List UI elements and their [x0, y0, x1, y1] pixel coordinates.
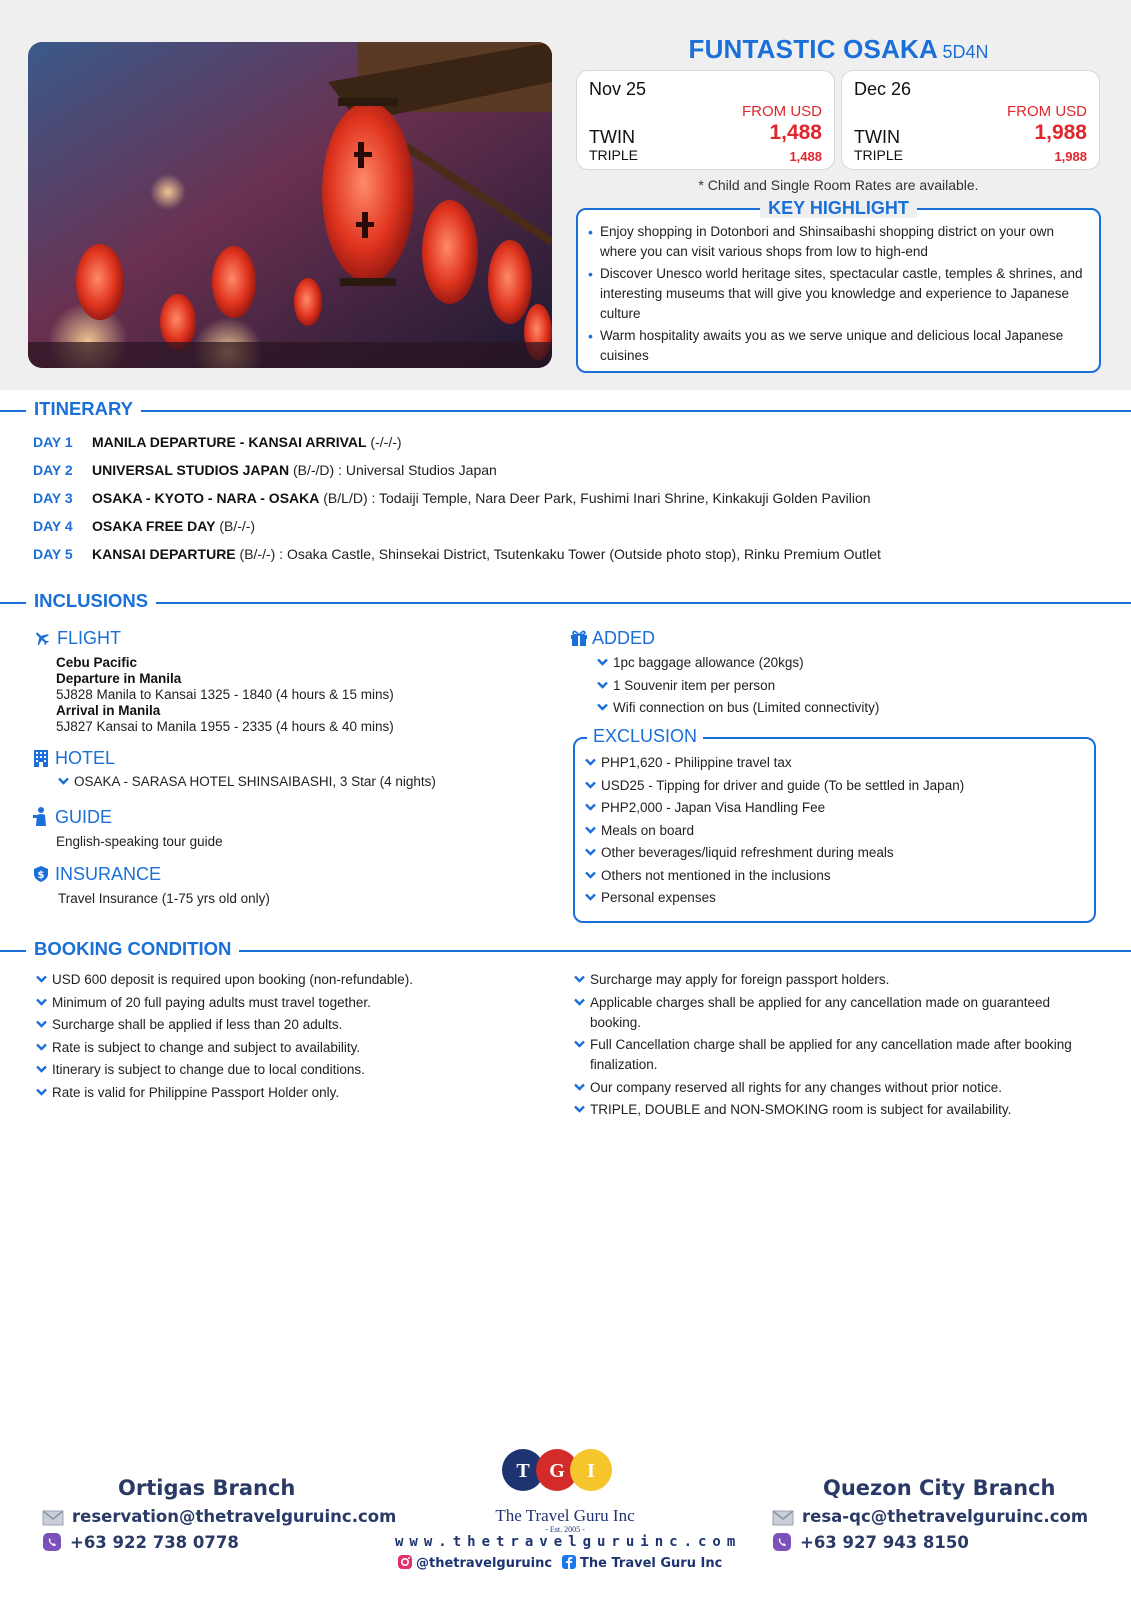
established-year: - Est. 2005 - — [545, 1525, 585, 1534]
price-card-nov — [576, 70, 835, 170]
guide-heading: GUIDE — [33, 806, 112, 828]
company-name: The Travel Guru Inc — [495, 1506, 635, 1525]
arrival-detail: 5J827 Kansai to Manila 1955 - 2335 (4 hours & 40 mins) — [56, 719, 394, 734]
tour-name: FUNTASTIC OSAKA — [688, 34, 939, 64]
list-item: • Discover Unesco world heritage sites, spectacular castle, temples & shrines, and interesting museums that will give you knowledge and experience to Japanese culture — [588, 264, 1089, 324]
tour-title — [576, 34, 1101, 65]
key-highlight-title: KEY HIGHLIGHT — [578, 198, 1099, 219]
list-item: PHP2,000 - Japan Visa Handling Fee — [585, 798, 964, 821]
airplane-icon — [33, 629, 51, 647]
list-item: 1pc baggage allowance (20kgs) — [597, 653, 879, 676]
added-list — [597, 653, 879, 721]
guide-person-icon — [33, 806, 49, 826]
from-label: FROM USD — [1007, 103, 1087, 120]
chevron-down-icon — [574, 998, 585, 1006]
qc-branch-name: Quezon City Branch — [823, 1476, 1056, 1500]
tour-duration: 5D4N — [942, 42, 989, 62]
list-item: Rate is subject to change and subject to availability. — [36, 1038, 536, 1058]
chevron-down-icon — [574, 1105, 585, 1113]
chevron-down-icon — [36, 975, 47, 983]
section-title: INCLUSIONS — [26, 590, 156, 612]
chevron-down-icon — [58, 777, 69, 785]
triple-label: TRIPLE — [589, 147, 639, 163]
chevron-down-icon — [36, 1088, 47, 1096]
hero-image-lanterns — [28, 42, 552, 368]
list-item: • Warm hospitality awaits you as we serve unique and delicious local Japanese cuisines — [588, 326, 1089, 366]
itinerary-day: DAY 1 MANILA DEPARTURE - KANSAI ARRIVAL (-/-/-) — [33, 434, 402, 450]
chevron-down-icon — [585, 848, 596, 856]
key-highlight-box — [576, 198, 1101, 373]
list-item: Other beverages/liquid refreshment during meals — [585, 843, 964, 866]
chevron-down-icon — [36, 1020, 47, 1028]
triple-price: 1,988 — [1054, 149, 1087, 164]
list-item: Rate is valid for Philippine Passport Holder only. — [36, 1083, 536, 1103]
list-item: USD25 - Tipping for driver and guide (To be settled in Japan) — [585, 776, 964, 799]
guide-detail: English-speaking tour guide — [56, 834, 223, 849]
insurance-detail: Travel Insurance (1-75 yrs old only) — [58, 891, 270, 906]
list-item: USD 600 deposit is required upon booking (non-refundable). — [36, 970, 536, 990]
flight-details — [56, 655, 394, 735]
itinerary-day: DAY 5 KANSAI DEPARTURE (B/-/-) : Osaka Castle, Shinsekai District, Tsutenkaku Tower (Outside photo stop), Rinku Premium Outlet — [33, 546, 881, 562]
list-item: • Enjoy shopping in Dotonbori and Shinsaibashi shopping district on your own where you can visit various shops from low to high-end — [588, 222, 1089, 262]
triple-price: 1,488 — [789, 149, 822, 164]
section-title: BOOKING CONDITION — [26, 938, 239, 960]
divider — [0, 602, 1131, 604]
list-item: 1 Souvenir item per person — [597, 676, 879, 699]
list-item: Meals on board — [585, 821, 964, 844]
facebook-icon — [561, 1554, 577, 1570]
departure-date: Dec 26 — [854, 79, 912, 99]
chevron-down-icon — [574, 1040, 585, 1048]
flight-heading: FLIGHT — [33, 628, 121, 649]
list-item: Itinerary is subject to change due to local conditions. — [36, 1060, 536, 1080]
arrival-label: Arrival in Manila — [56, 703, 161, 718]
section-title: ITINERARY — [26, 398, 141, 420]
added-heading: ADDED — [570, 628, 655, 649]
svg-text:$: $ — [37, 870, 45, 881]
booking-list-left — [36, 970, 536, 1105]
itinerary-day: DAY 4 OSAKA FREE DAY (B/-/-) — [33, 518, 256, 534]
facebook-link[interactable]: The Travel Guru Inc — [561, 1554, 722, 1571]
instagram-icon — [397, 1554, 413, 1570]
building-icon — [33, 749, 49, 767]
logo-letter: I — [587, 1460, 595, 1482]
twin-label: TWIN — [854, 127, 900, 147]
list-item: Surcharge may apply for foreign passport holders. — [574, 970, 1094, 990]
twin-label: TWIN — [589, 127, 635, 147]
list-item: PHP1,620 - Philippine travel tax — [585, 753, 964, 776]
chevron-down-icon — [585, 871, 596, 879]
chevron-down-icon — [36, 998, 47, 1006]
chevron-down-icon — [36, 1043, 47, 1051]
departure-label: Departure in Manila — [56, 671, 182, 686]
list-item: Minimum of 20 full paying adults must travel together. — [36, 993, 536, 1013]
divider — [0, 410, 1131, 412]
itinerary-day: DAY 2 UNIVERSAL STUDIOS JAPAN (B/-/D) : Universal Studios Japan — [33, 462, 497, 478]
airline-name: Cebu Pacific — [56, 655, 138, 670]
list-item: Full Cancellation charge shall be applied for any cancellation made after booking finalization. — [574, 1035, 1094, 1075]
chevron-down-icon — [597, 703, 608, 711]
chevron-down-icon — [585, 826, 596, 834]
qc-phone[interactable]: +63 927 943 8150 — [772, 1532, 969, 1552]
twin-price: 1,988 — [1034, 121, 1087, 144]
qc-email[interactable]: resa-qc@thetravelguruinc.com — [772, 1507, 1088, 1526]
chevron-down-icon — [585, 803, 596, 811]
chevron-down-icon — [597, 681, 608, 689]
list-item: Personal expenses — [585, 888, 964, 911]
list-item: OSAKA - SARASA HOTEL SHINSAIBASHI, 3 Star (4 nights) — [58, 772, 436, 795]
list-item: Others not mentioned in the inclusions — [585, 866, 964, 889]
ortigas-phone[interactable]: +63 922 738 0778 — [42, 1532, 239, 1552]
list-item: Surcharge shall be applied if less than 20 adults. — [36, 1015, 536, 1035]
list-item: Our company reserved all rights for any changes without prior notice. — [574, 1078, 1094, 1098]
list-item: TRIPLE, DOUBLE and NON-SMOKING room is subject for availability. — [574, 1100, 1094, 1120]
viber-icon — [42, 1532, 62, 1552]
gift-icon — [570, 629, 588, 647]
triple-label: TRIPLE — [854, 147, 904, 163]
departure-detail: 5J828 Manila to Kansai 1325 - 1840 (4 hours & 15 mins) — [56, 687, 394, 702]
chevron-down-icon — [585, 758, 596, 766]
key-highlight-list — [588, 222, 1089, 368]
chevron-down-icon — [585, 781, 596, 789]
exclusion-box — [573, 726, 1096, 923]
instagram-link[interactable]: @thetravelguruinc — [397, 1554, 552, 1571]
exclusion-title: EXCLUSION — [587, 726, 703, 747]
twin-price: 1,488 — [769, 121, 822, 144]
price-card-dec — [841, 70, 1100, 170]
company-logo — [501, 1447, 621, 1493]
chevron-down-icon — [574, 1083, 585, 1091]
itinerary-header — [0, 398, 1131, 422]
itinerary-day: DAY 3 OSAKA - KYOTO - NARA - OSAKA (B/L/D) : Todaiji Temple, Nara Deer Park, Fushimi Inari Shrine, Kinkakuji Golden Pavilion — [33, 490, 871, 506]
departure-date: Nov 25 — [589, 79, 647, 99]
chevron-down-icon — [597, 658, 608, 666]
website-link[interactable]: www.thetravelguruinc.com — [395, 1534, 742, 1550]
viber-icon — [772, 1532, 792, 1552]
logo-letter: G — [549, 1460, 565, 1482]
inclusions-header — [0, 590, 1131, 614]
ortigas-email[interactable]: reservation@thetravelguruinc.com — [42, 1507, 396, 1526]
chevron-down-icon — [36, 1065, 47, 1073]
chevron-down-icon — [585, 893, 596, 901]
child-rate-note: * Child and Single Room Rates are available. — [698, 177, 979, 193]
hotel-list — [58, 772, 436, 795]
booking-list-right — [574, 970, 1094, 1123]
exclusion-list — [585, 753, 964, 911]
list-item: Wifi connection on bus (Limited connectivity) — [597, 698, 879, 721]
insurance-heading: $ INSURANCE — [33, 864, 161, 885]
envelope-icon — [772, 1510, 794, 1526]
ortigas-branch-name: Ortigas Branch — [118, 1476, 296, 1500]
envelope-icon — [42, 1510, 64, 1526]
chevron-down-icon — [574, 975, 585, 983]
from-label: FROM USD — [742, 103, 822, 120]
hotel-heading: HOTEL — [33, 748, 115, 769]
logo-letter: T — [516, 1460, 530, 1482]
list-item: Applicable charges shall be applied for any cancellation made on guaranteed booking. — [574, 993, 1094, 1033]
shield-dollar-icon — [33, 865, 49, 883]
booking-header — [0, 938, 1131, 962]
